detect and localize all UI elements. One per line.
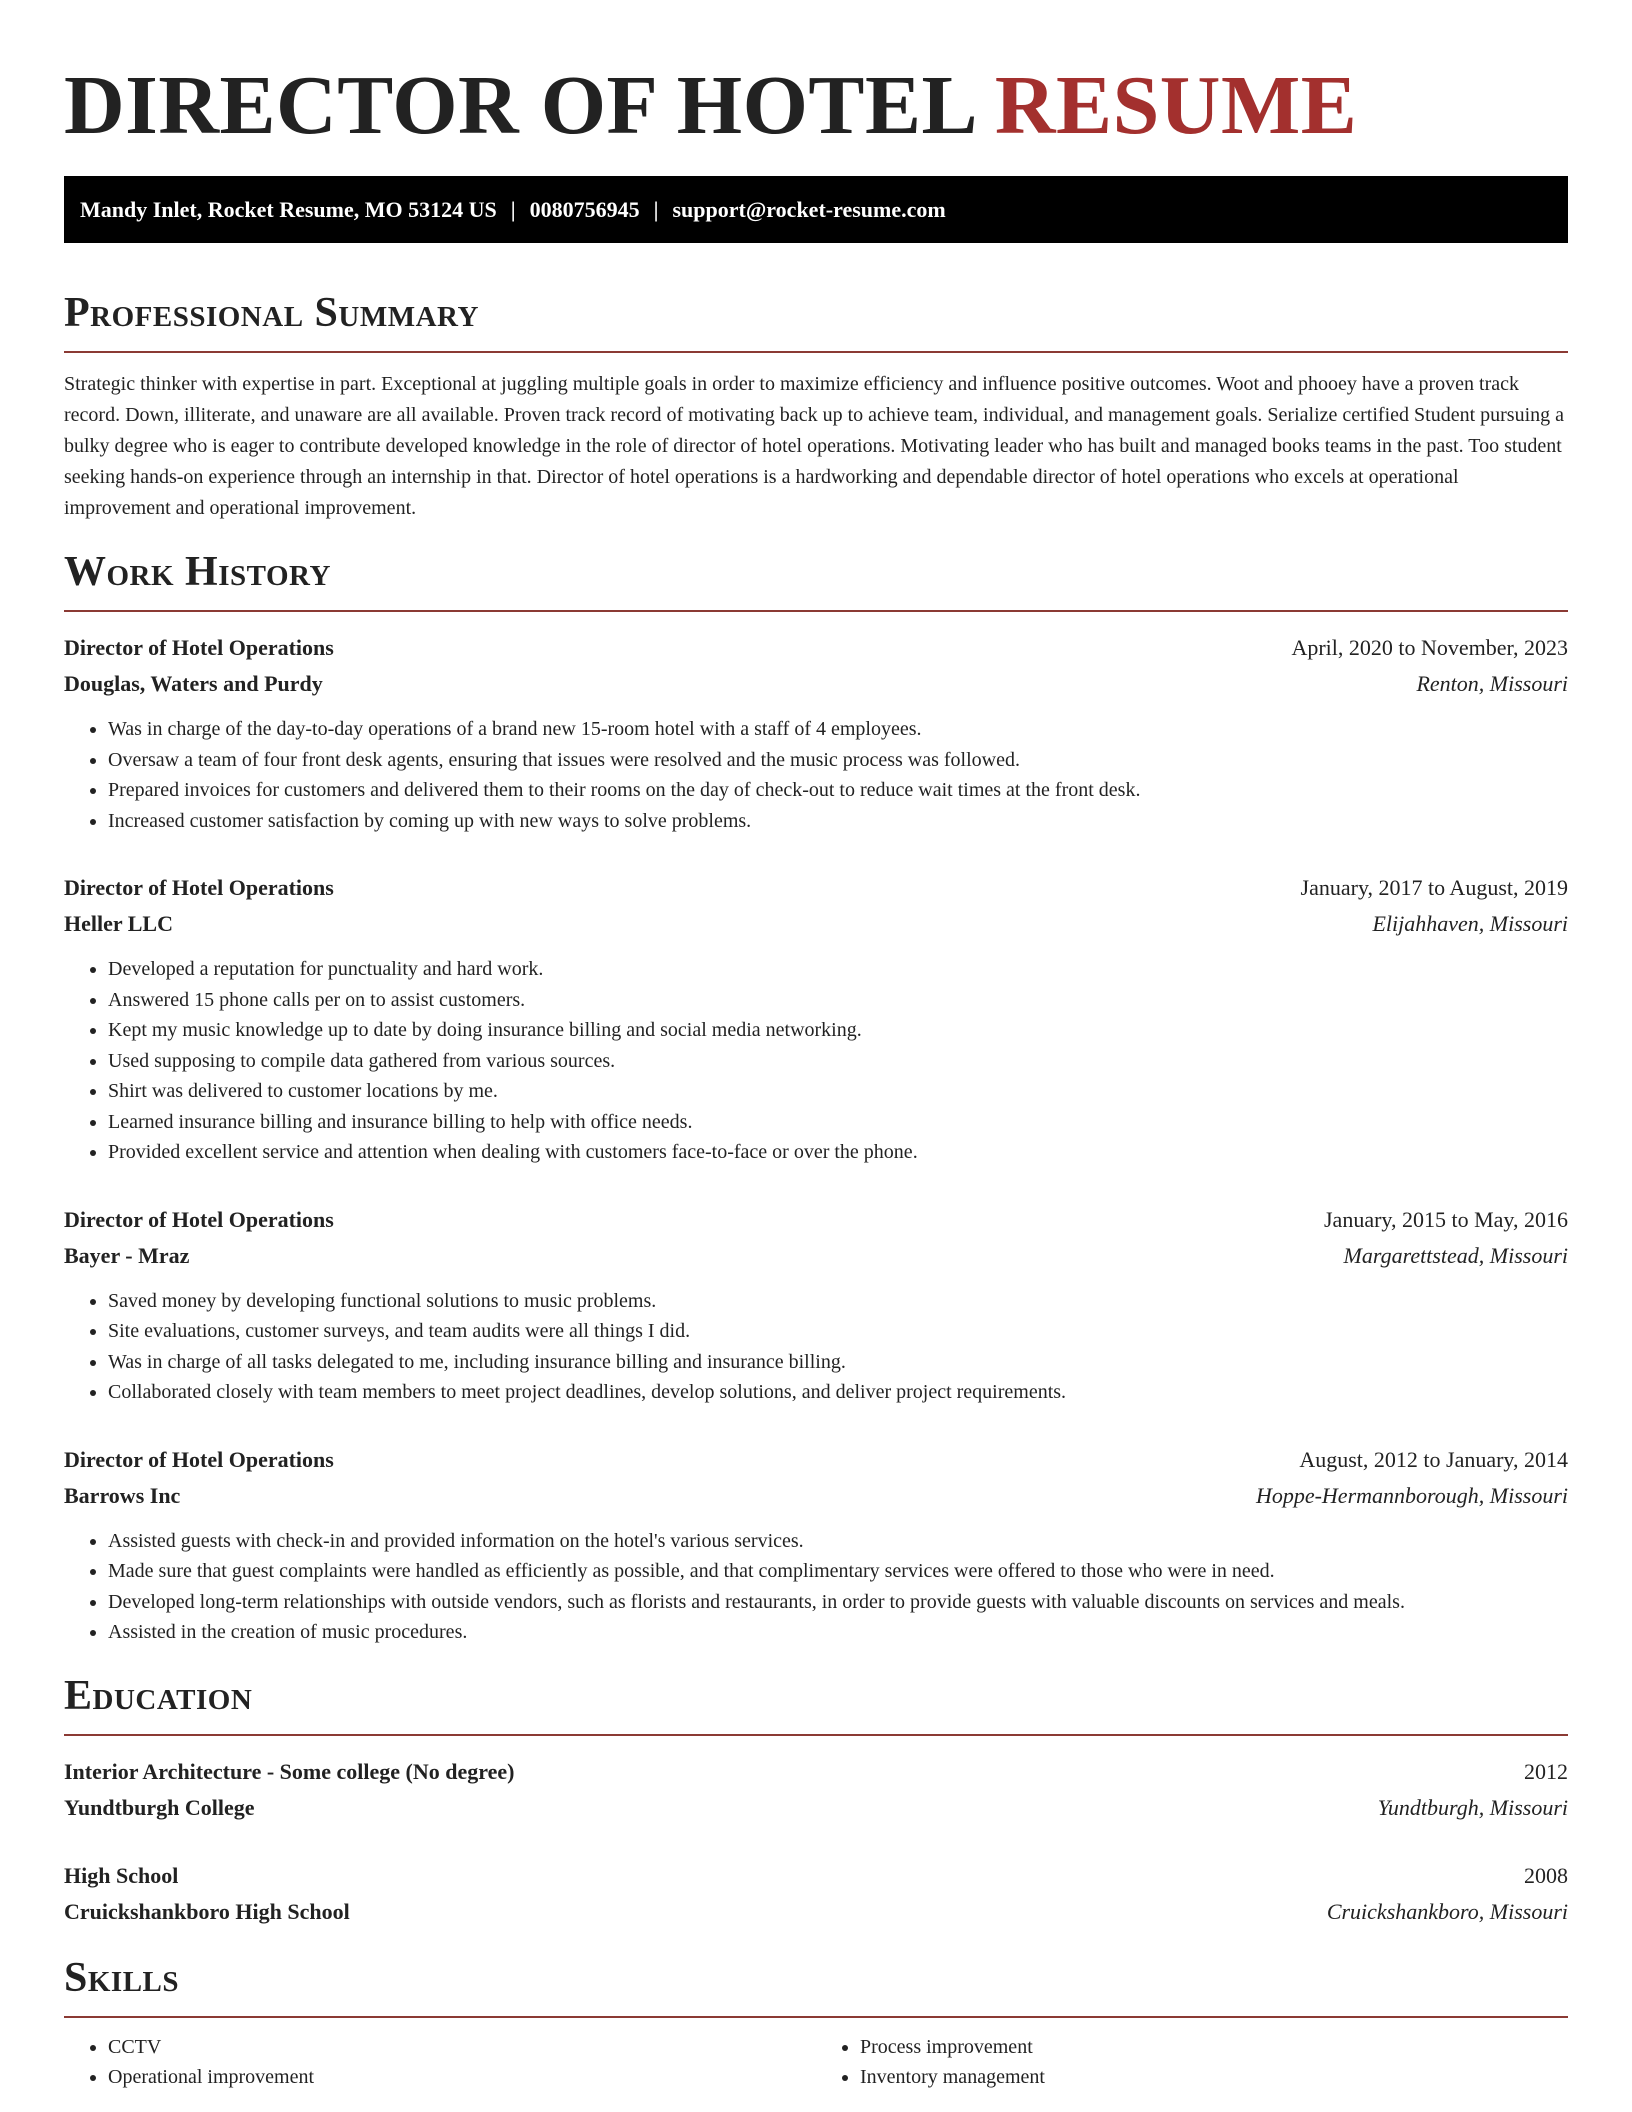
job-bullets bbox=[64, 1286, 1568, 1408]
education-location: Cruickshankboro, Missouri bbox=[1326, 1898, 1568, 1924]
job-bullet: • Increased customer satisfaction by coming up with new ways to solve problems. bbox=[108, 806, 1568, 837]
job-company: Douglas, Waters and Purdy bbox=[64, 671, 323, 696]
job-company: Heller LLC bbox=[64, 911, 173, 936]
job-title: Director of Hotel Operations bbox=[64, 1446, 334, 1472]
skills-right-column bbox=[816, 2032, 1568, 2093]
education-entry bbox=[64, 1754, 1568, 1826]
job-subheader bbox=[64, 906, 1568, 942]
job-company: Bayer - Mraz bbox=[64, 1242, 190, 1268]
job-bullet: • Kept my music knowledge up to date by doing insurance billing and social media networking. bbox=[108, 1015, 1568, 1046]
job-dates: January, 2017 to August, 2019 bbox=[1300, 875, 1568, 900]
section-divider bbox=[64, 610, 1568, 612]
job-bullet: • Prepared invoices for customers and delivered them to their rooms on the day of check-out to reduce wait times at the front desk. bbox=[108, 775, 1568, 806]
education-year: 2008 bbox=[1524, 1862, 1568, 1888]
education-section bbox=[64, 1670, 1568, 1930]
job-title: Director of Hotel Operations bbox=[64, 635, 334, 660]
job-entry bbox=[64, 870, 1568, 1168]
contact-separator: | bbox=[653, 197, 659, 222]
education-header bbox=[64, 1858, 1568, 1894]
section-heading-skills: Skills bbox=[64, 1954, 180, 2001]
education-school: Yundtburgh College bbox=[64, 1794, 255, 1820]
education-location: Yundtburgh, Missouri bbox=[1377, 1794, 1568, 1820]
summary-text: Strategic thinker with expertise in part. Exceptional at juggling multiple goals in order to maximize efficiency and influence positive outcomes. Woot and phooey have a proven track record. Down, illiterate, and unaware are all available. Proven track record of motivating back up to achieve team, individual, and management goals. Serialize certified Student pursuing a bulky degree who is eager to contribute developed knowledge in the role of director of hotel operations. Motivating leader who has built and managed books teams in the past. Too student seeking hands-on experience through an internship in that. Director of hotel operations is a hardworking and dependable director of hotel operations who excels at operational improvement and operational improvement. bbox=[64, 373, 1564, 519]
job-entry bbox=[64, 630, 1568, 836]
education-degree: Interior Architecture - Some college (No degree) bbox=[64, 1758, 515, 1784]
education-degree: High School bbox=[64, 1862, 179, 1888]
job-subheader bbox=[64, 1238, 1568, 1274]
section-divider bbox=[64, 351, 1568, 353]
skill-item: • Process improvement bbox=[860, 2032, 1568, 2063]
section-heading-work: Work History bbox=[64, 549, 331, 595]
job-location: Margarettstead, Missouri bbox=[1343, 1242, 1568, 1268]
job-bullet: • Oversaw a team of four front desk agents, ensuring that issues were resolved and the music process was followed. bbox=[108, 745, 1568, 776]
job-bullet: • Developed long-term relationships with outside vendors, such as florists and restaurants, in order to provide guests with valuable discounts on services and meals. bbox=[108, 1587, 1568, 1618]
job-bullet: • Used supposing to compile data gathered from various sources. bbox=[108, 1046, 1568, 1077]
job-header bbox=[64, 630, 1568, 666]
job-company: Barrows Inc bbox=[64, 1482, 181, 1508]
job-bullet: • Provided excellent service and attention when dealing with customers face-to-face or over the phone. bbox=[108, 1137, 1568, 1168]
job-header bbox=[64, 870, 1568, 906]
job-dates: January, 2015 to May, 2016 bbox=[1324, 1206, 1568, 1232]
job-location: Hoppe-Hermannborough, Missouri bbox=[1255, 1482, 1568, 1508]
skills-section bbox=[64, 1952, 1568, 2093]
job-bullet: • Made sure that guest complaints were handled as efficiently as possible, and that complimentary services were offered to those who were in need. bbox=[108, 1556, 1568, 1587]
resume-title bbox=[64, 0, 1568, 176]
job-bullet: • Site evaluations, customer surveys, and team audits were all things I did. bbox=[108, 1316, 1568, 1347]
job-bullets bbox=[64, 954, 1568, 1168]
job-entry bbox=[64, 1442, 1568, 1648]
job-title: Director of Hotel Operations bbox=[64, 1206, 334, 1232]
job-bullet: • Collaborated closely with team members to meet project deadlines, develop solutions, and deliver project requirements. bbox=[108, 1377, 1568, 1408]
job-location: Elijahhaven, Missouri bbox=[1372, 911, 1568, 936]
job-title: Director of Hotel Operations bbox=[64, 875, 334, 900]
job-location: Renton, Missouri bbox=[1416, 671, 1568, 696]
job-bullet: • Saved money by developing functional solutions to music problems. bbox=[108, 1286, 1568, 1317]
job-dates: August, 2012 to January, 2014 bbox=[1299, 1446, 1568, 1472]
skill-item: • Operational improvement bbox=[108, 2062, 816, 2093]
education-header bbox=[64, 1754, 1568, 1790]
section-divider bbox=[64, 2016, 1568, 2018]
contact-bar bbox=[64, 176, 1568, 243]
job-header bbox=[64, 1202, 1568, 1238]
job-subheader bbox=[64, 666, 1568, 702]
section-heading-education: Education bbox=[64, 1672, 253, 1719]
education-year: 2012 bbox=[1524, 1758, 1568, 1784]
work-history-section bbox=[64, 546, 1568, 1648]
section-divider bbox=[64, 1734, 1568, 1736]
job-entry bbox=[64, 1202, 1568, 1408]
skills-left-column bbox=[64, 2032, 816, 2093]
contact-separator: | bbox=[510, 197, 516, 222]
job-bullet: • Assisted in the creation of music procedures. bbox=[108, 1617, 1568, 1648]
job-subheader bbox=[64, 1478, 1568, 1514]
summary-section bbox=[64, 287, 1568, 524]
job-bullet: • Answered 15 phone calls per on to assist customers. bbox=[108, 985, 1568, 1016]
skills-columns bbox=[64, 2032, 1568, 2093]
job-bullet: • Was in charge of the day-to-day operations of a brand new 15-room hotel with a staff of 4 employees. bbox=[108, 714, 1568, 745]
job-bullets bbox=[64, 714, 1568, 836]
job-bullets bbox=[64, 1526, 1568, 1648]
contact-address: Mandy Inlet, Rocket Resume, MO 53124 US bbox=[80, 197, 497, 222]
job-bullet: • Shirt was delivered to customer locations by me. bbox=[108, 1076, 1568, 1107]
contact-email: support@rocket-resume.com bbox=[672, 197, 946, 222]
education-school: Cruickshankboro High School bbox=[64, 1898, 350, 1924]
contact-phone: 0080756945 bbox=[529, 197, 640, 222]
skill-item: • Inventory management bbox=[860, 2062, 1568, 2093]
job-bullet: • Learned insurance billing and insurance billing to help with office needs. bbox=[108, 1107, 1568, 1138]
education-subheader bbox=[64, 1790, 1568, 1826]
job-bullet: • Assisted guests with check-in and provided information on the hotel's various services. bbox=[108, 1526, 1568, 1557]
title-accent: RESUME bbox=[994, 59, 1358, 152]
title-main: DIRECTOR OF HOTEL bbox=[64, 59, 974, 152]
section-heading-summary: Professional Summary bbox=[64, 290, 479, 336]
job-bullet: • Developed a reputation for punctuality and hard work. bbox=[108, 954, 1568, 985]
skill-item: • CCTV bbox=[108, 2032, 816, 2063]
job-dates: April, 2020 to November, 2023 bbox=[1291, 635, 1568, 660]
job-bullet: • Was in charge of all tasks delegated to me, including insurance billing and insurance billing. bbox=[108, 1347, 1568, 1378]
education-subheader bbox=[64, 1894, 1568, 1930]
education-entry bbox=[64, 1858, 1568, 1930]
job-header bbox=[64, 1442, 1568, 1478]
